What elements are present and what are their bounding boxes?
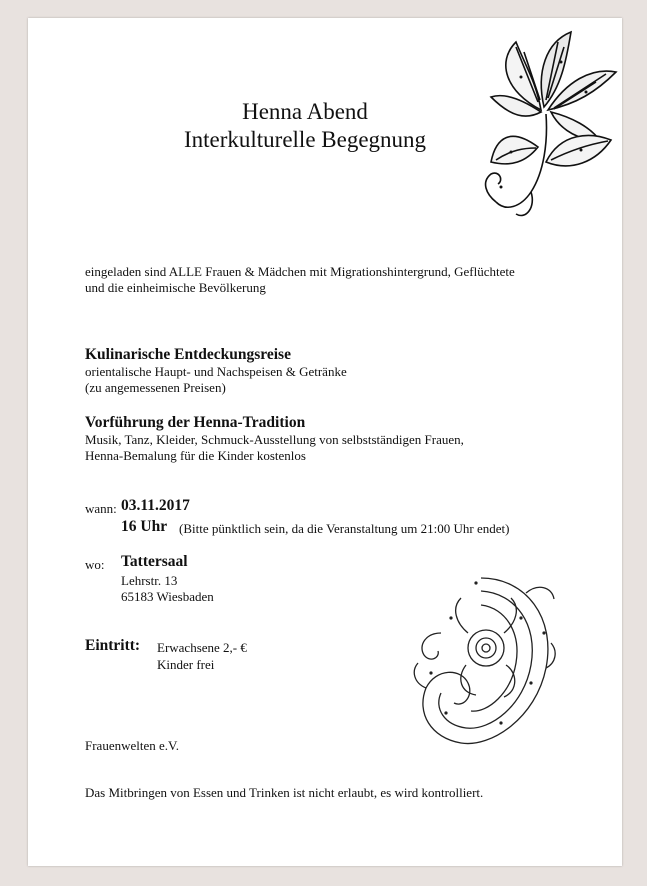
admission-label: Eintritt:	[85, 637, 141, 654]
venue-name: Tattersaal	[121, 553, 188, 570]
culinary-line-1: orientalische Haupt- und Nachspeisen & Getränke	[85, 364, 347, 379]
culinary-line-2: (zu angemessenen Preisen)	[85, 380, 226, 395]
henna-line-1: Musik, Tanz, Kleider, Schmuck-Ausstellung von selbstständigen Frauen,	[85, 432, 464, 447]
title-line-2: Interkulturelle Begegnung	[183, 127, 427, 152]
organizer: Frauenwelten e.V.	[85, 738, 179, 753]
admission-adults: Erwachsene 2,- €	[157, 640, 247, 655]
invitation-line-1: eingeladen sind ALLE Frauen & Mädchen mit Migrationshintergrund, Geflüchtete	[85, 264, 515, 279]
culinary-heading: Kulinarische Entdeckungsreise	[85, 346, 291, 363]
event-date: 03.11.2017	[121, 497, 190, 514]
section-culinary	[85, 345, 347, 396]
time-note: (Bitte pünktlich sein, da die Veranstaltung um 21:00 Uhr endet)	[179, 521, 510, 536]
section-henna	[85, 413, 464, 464]
when-label: wann:	[85, 501, 117, 516]
henna-line-2: Henna-Bemalung für die Kinder kostenlos	[85, 448, 306, 463]
invitation-text	[85, 264, 515, 296]
henna-paisley-illustration	[406, 573, 561, 753]
venue-street: Lehrstr. 13	[121, 573, 178, 588]
event-time: 16 Uhr	[121, 518, 168, 535]
title-line-1: Henna Abend	[242, 99, 368, 124]
venue-city: 65183 Wiesbaden	[121, 589, 214, 604]
where-label: wo:	[85, 557, 105, 572]
henna-heading: Vorführung der Henna-Tradition	[85, 414, 306, 431]
flyer-page	[28, 18, 622, 866]
invitation-line-2: und die einheimische Bevölkerung	[85, 280, 266, 295]
footer-note: Das Mitbringen von Essen und Trinken ist nicht erlaubt, es wird kontrolliert.	[85, 785, 484, 800]
admission-children: Kinder frei	[157, 657, 215, 672]
